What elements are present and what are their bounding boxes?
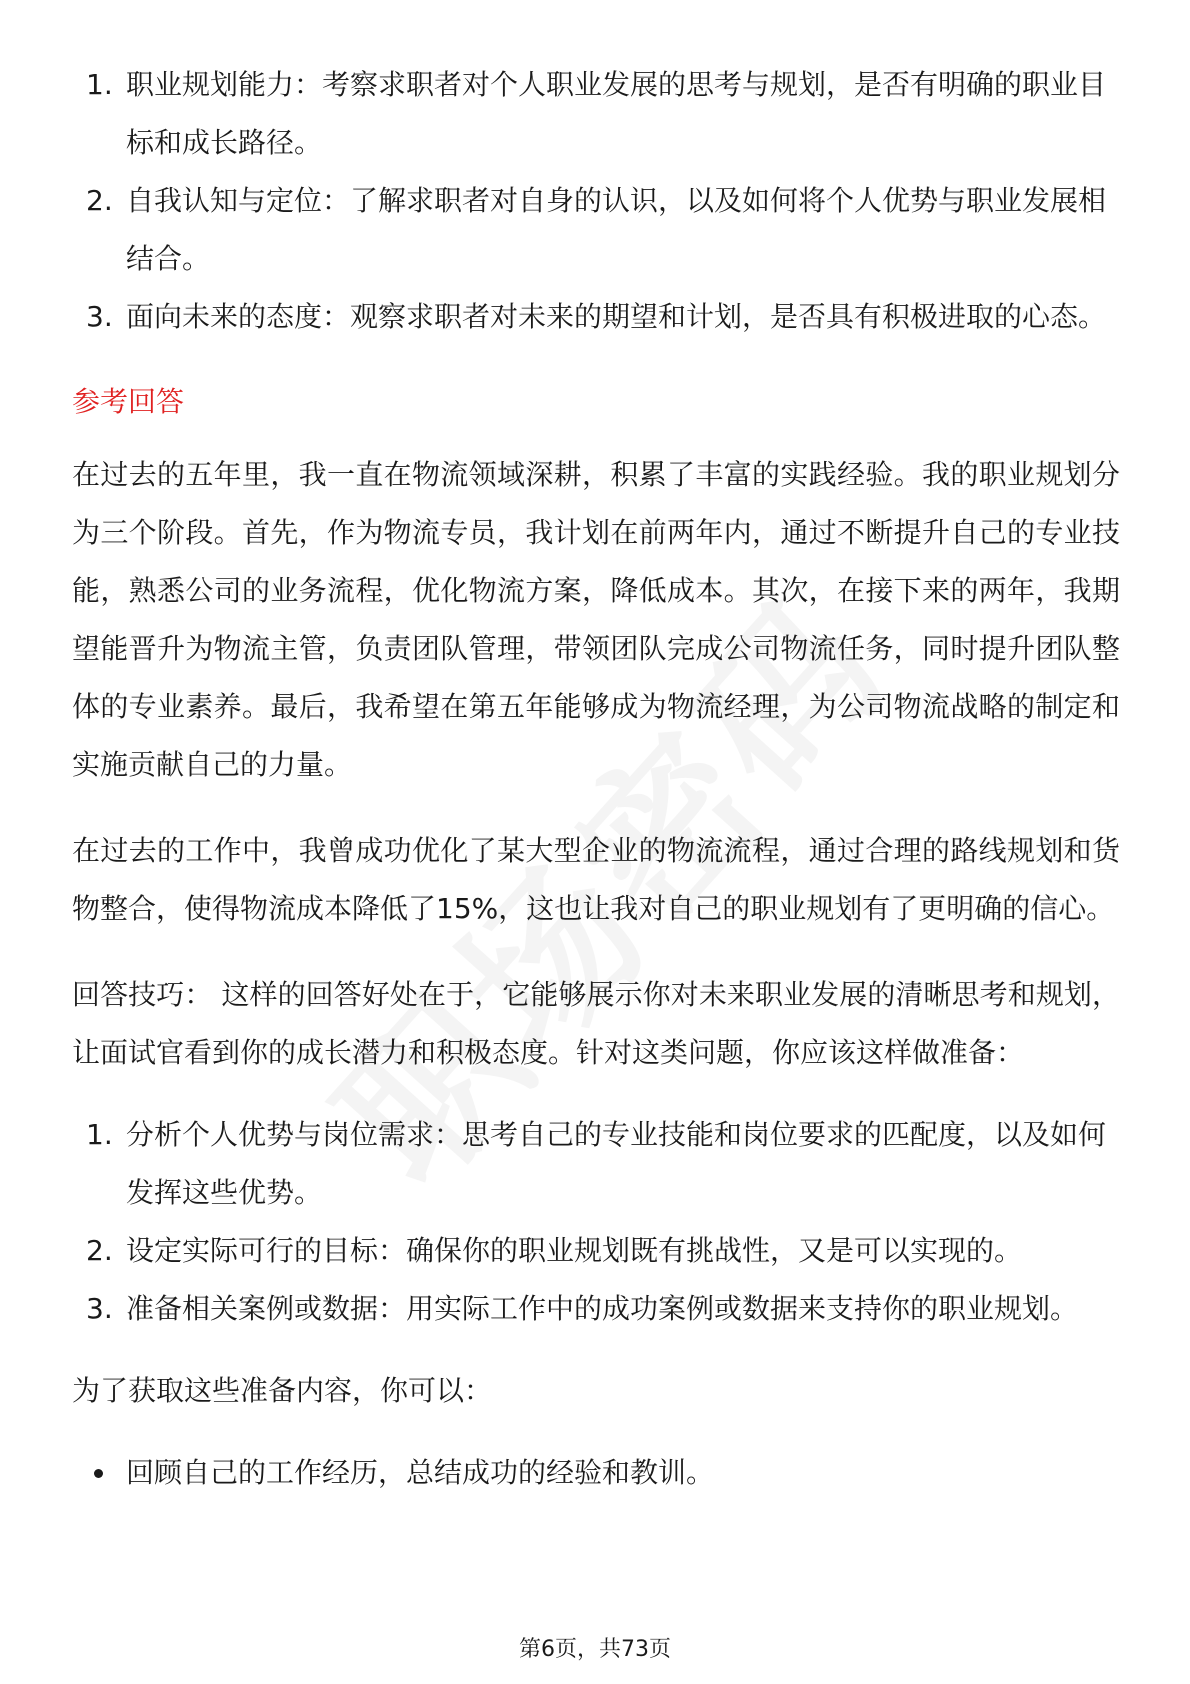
bullet-item	[72, 1444, 1120, 1502]
tips-paragraph: 回答技巧： 这样的回答好处在于，它能够展示你对未来职业发展的清晰思考和规划，让面试官看到你的成长潜力和积极态度。针对这类问题，你应该这样做准备：	[72, 978, 1120, 1069]
list-item	[72, 56, 1120, 172]
bullet-item-text: 回顾自己的工作经历，总结成功的经验和教训。	[126, 1456, 715, 1489]
list-number: 3.	[86, 300, 113, 333]
list-item	[72, 1222, 1120, 1280]
list-item	[72, 288, 1120, 346]
answer-paragraph: 在过去的工作中，我曾成功优化了某大型企业的物流流程，通过合理的路线规划和货物整合，使得物流成本降低了15%，这也让我对自己的职业规划有了更明确的信心。	[72, 834, 1120, 925]
prep-intro-paragraph: 为了获取这些准备内容，你可以：	[72, 1374, 493, 1407]
answer-paragraph: 在过去的五年里，我一直在物流领域深耕，积累了丰富的实践经验。我的职业规划分为三个阶段。首先，作为物流专员，我计划在前两年内，通过不断提升自己的专业技能，熟悉公司的业务流程，优化物流方案，降低成本。其次，在接下来的两年，我期望能晋升为物流主管，负责团队管理，带领团队完成公司物流任务，同时提升团队整体的专业素养。最后，我希望在第五年能够成为物流经理，为公司物流战略的制定和实施贡献自己的力量。	[72, 458, 1120, 781]
list-number: 3.	[86, 1292, 113, 1325]
list-item	[72, 172, 1120, 288]
reference-answer-heading: 参考回答	[72, 385, 185, 418]
page-footer: 第6页，共73页	[519, 1637, 671, 1662]
bullet-dot-icon	[94, 1469, 103, 1478]
list-item-text: 设定实际可行的目标：确保你的职业规划既有挑战性，又是可以实现的。	[126, 1234, 1023, 1267]
tips-list	[72, 1106, 1120, 1338]
list-item-text: 准备相关案例或数据：用实际工作中的成功案例或数据来支持你的职业规划。	[126, 1292, 1079, 1325]
prep-bullet-list	[72, 1444, 1120, 1502]
list-item	[72, 1106, 1120, 1222]
list-item-text: 分析个人优势与岗位需求：思考自己的专业技能和岗位要求的匹配度，以及如何发挥这些优势。	[126, 1118, 1107, 1209]
list-item	[72, 1280, 1120, 1338]
content-body	[72, 56, 1120, 1502]
criteria-list	[72, 56, 1120, 346]
list-item-text: 面向未来的态度：观察求职者对未来的期望和计划，是否具有积极进取的心态。	[126, 300, 1107, 333]
list-number: 1.	[86, 68, 113, 101]
list-number: 1.	[86, 1118, 113, 1151]
list-number: 2.	[86, 1234, 113, 1267]
list-item-text: 自我认知与定位：了解求职者对自身的认识，以及如何将个人优势与职业发展相结合。	[126, 184, 1107, 275]
list-number: 2.	[86, 184, 113, 217]
list-item-text: 职业规划能力：考察求职者对个人职业发展的思考与规划，是否有明确的职业目标和成长路径。	[126, 68, 1107, 159]
